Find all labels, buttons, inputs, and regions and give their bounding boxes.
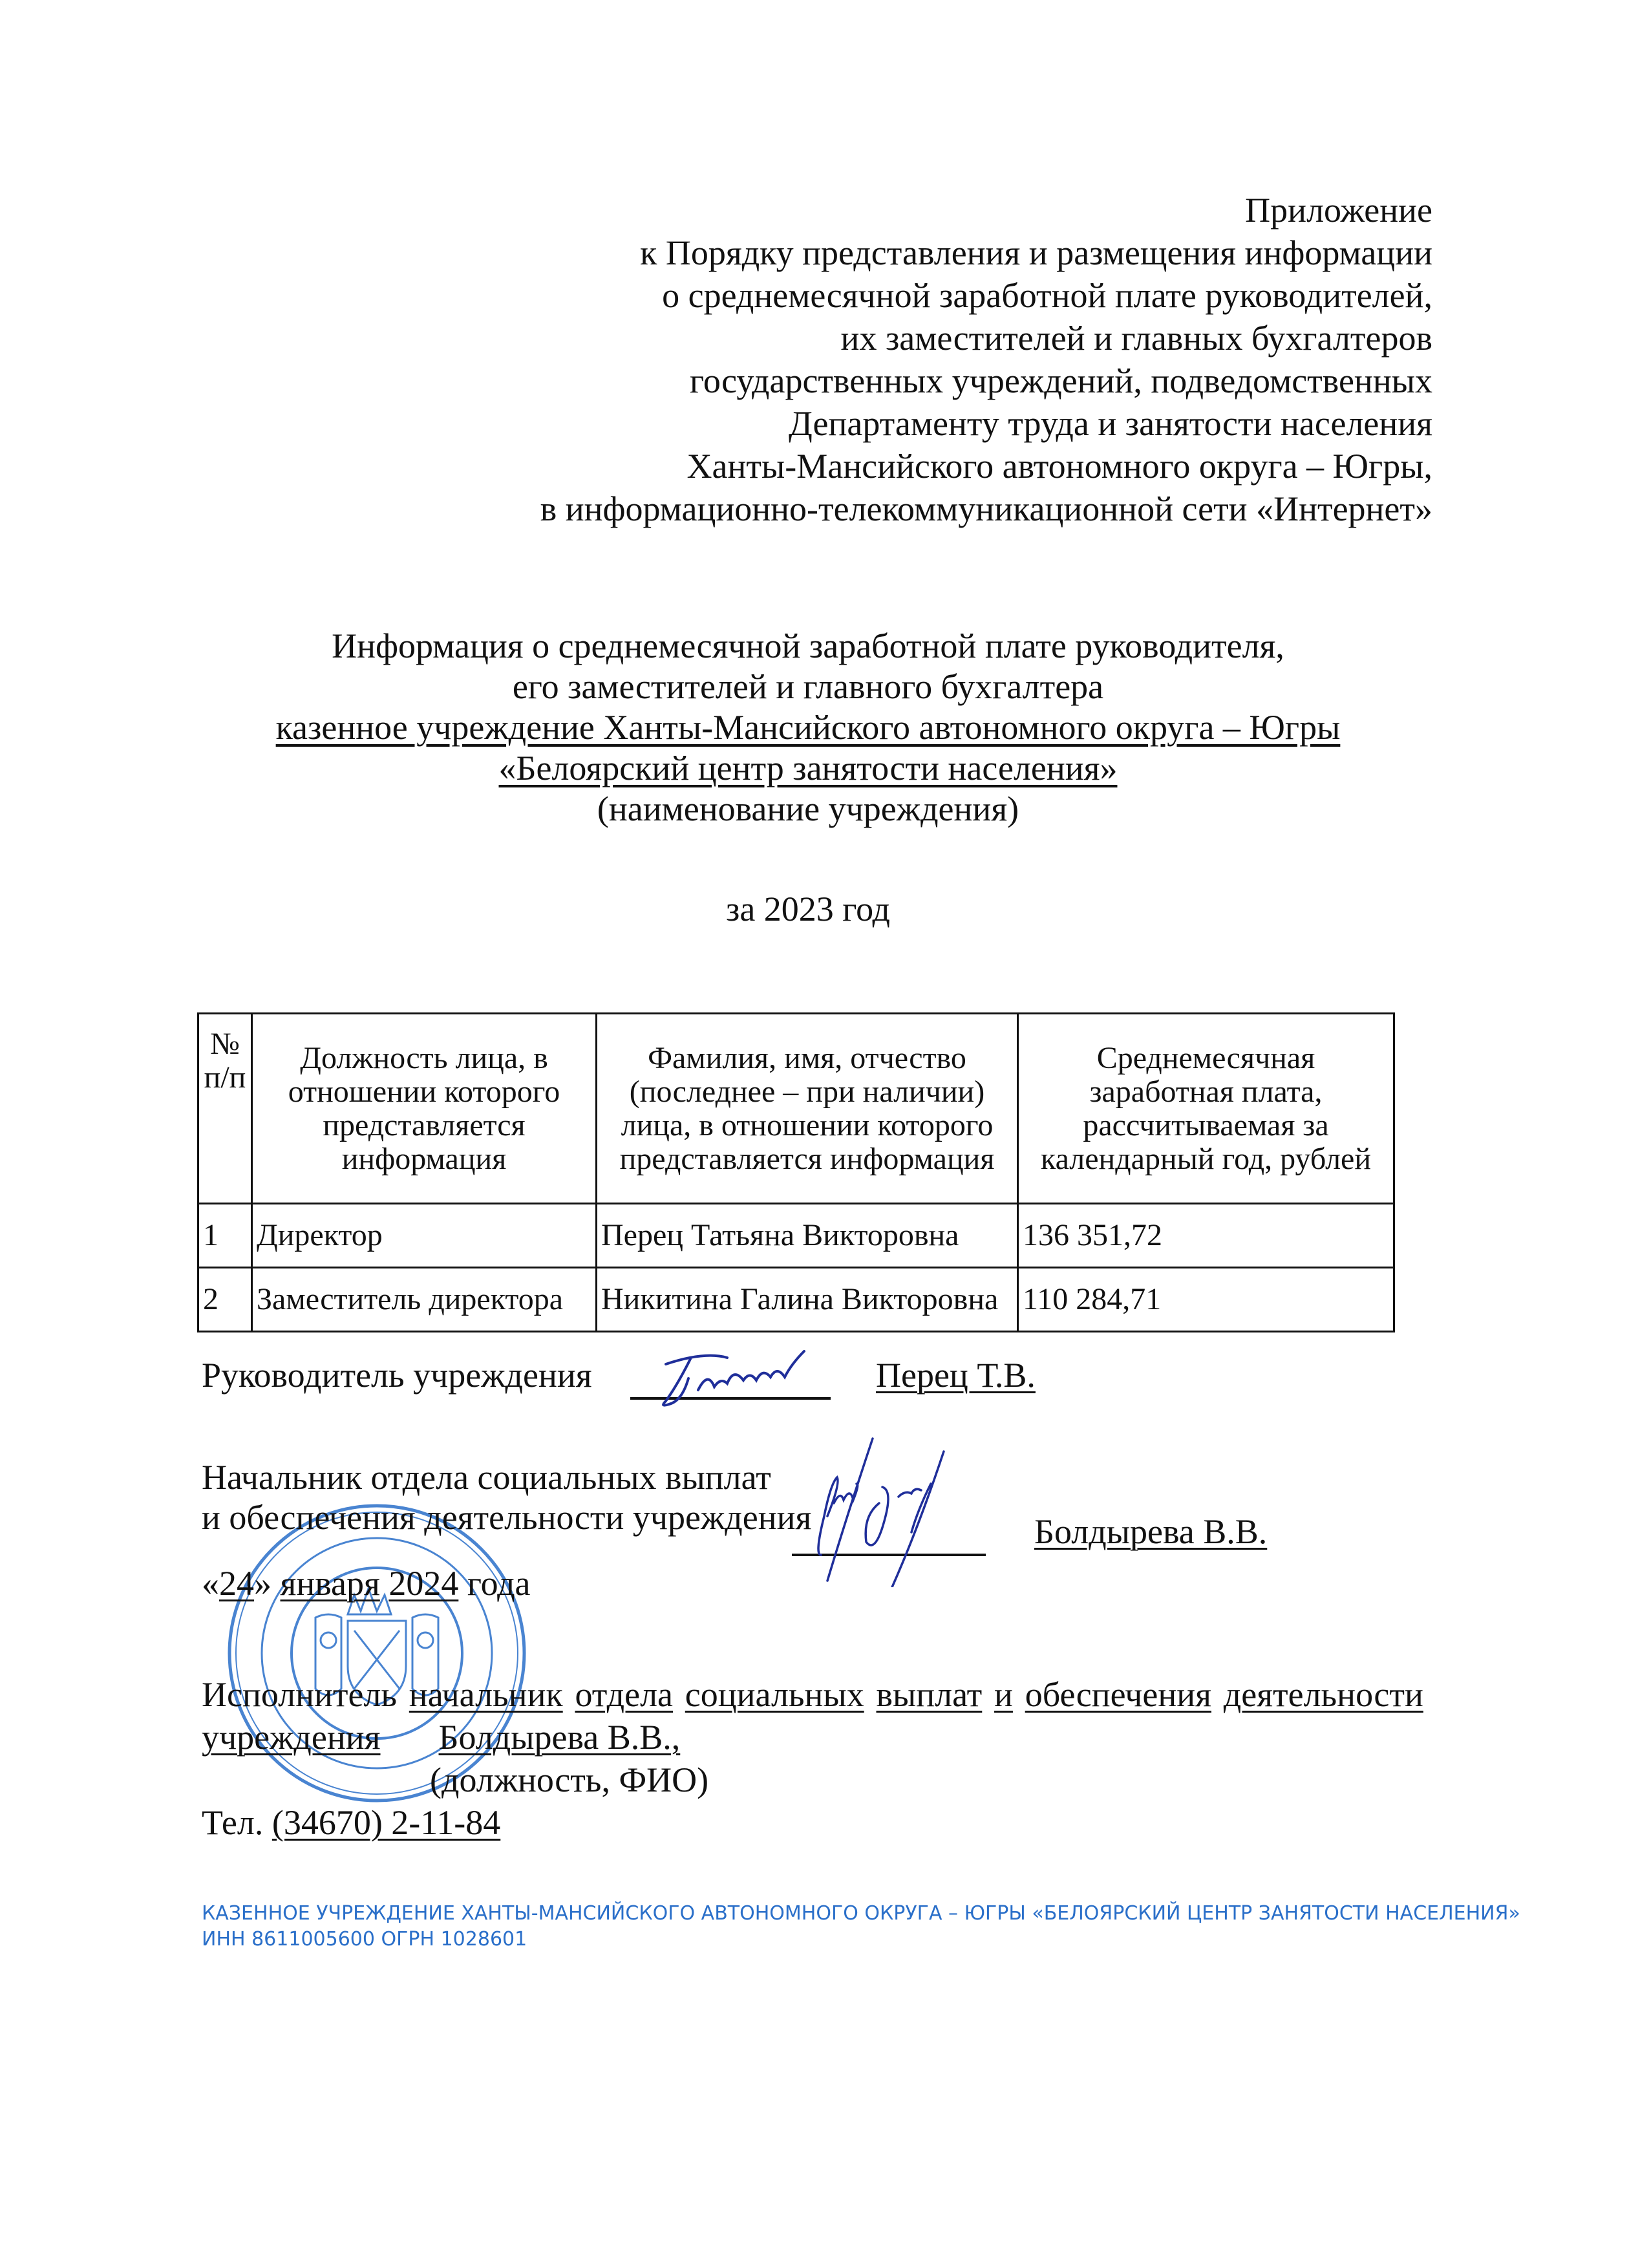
dept-label-line1: Начальник отдела социальных выплат (202, 1458, 771, 1497)
header-text: Должность лица, в (300, 1040, 548, 1075)
executor-word: деятельности (1223, 1675, 1423, 1714)
institution-name-line: казенное учреждение Ханты-Мансийского автономного округа – Югры (275, 708, 1341, 747)
title-line: Информация о среднемесячной заработной плате руководителя, (332, 626, 1284, 665)
report-period: за 2023 год (725, 890, 891, 928)
cell-number: 2 (198, 1268, 252, 1332)
executor-word: обеспечения (1025, 1675, 1212, 1714)
dept-head-name: Болдырева В.В. (1034, 1512, 1268, 1551)
cell-salary: 136 351,72 (1018, 1204, 1394, 1268)
cell-position: Заместитель директора (252, 1268, 597, 1332)
dept-signature (802, 1432, 970, 1587)
title-line: его заместителей и главного бухгалтера (512, 667, 1104, 706)
date-month: января (280, 1564, 380, 1603)
head-signature (653, 1345, 834, 1416)
executor-label: Исполнитель (202, 1675, 398, 1714)
stamp-lettering (202, 1901, 1520, 1952)
executor-caption: (должность, ФИО) (430, 1760, 709, 1799)
header-text: представляется информация (619, 1141, 995, 1176)
header-text: Фамилия, имя, отчество (648, 1040, 966, 1075)
header-full-name (597, 1014, 1018, 1204)
dept-label-line2: и обеспечения деятельности учреждения (202, 1498, 812, 1537)
executor-word: начальник (409, 1675, 563, 1714)
header-number (198, 1014, 252, 1204)
cell-full-name: Перец Татьяна Викторовна (597, 1204, 1018, 1268)
cell-position: Директор (252, 1204, 597, 1268)
date-year: 2024 (388, 1564, 459, 1603)
header-salary (1018, 1014, 1394, 1204)
executor-word: социальных (685, 1675, 864, 1714)
table-row (198, 1204, 1394, 1268)
executor-line (202, 1674, 1423, 1715)
stamp-inner-text: ИНН 8611005600 ОГРН 1028601 (202, 1928, 527, 1951)
document-title-block (194, 626, 1422, 930)
executor-line2 (202, 1717, 680, 1757)
executor-position-end: учреждения (202, 1718, 381, 1757)
date-quote: » (254, 1564, 271, 1603)
header-text: (последнее – при наличии) (629, 1074, 985, 1109)
phone-label: Тел. (202, 1803, 264, 1842)
cell-full-name: Никитина Галина Викторовна (597, 1268, 1018, 1332)
header-text: лица, в отношении которого (621, 1107, 994, 1142)
header-text: № (210, 1027, 240, 1061)
appendix-line: Ханты-Мансийского автономного округа – Югры, (686, 447, 1432, 486)
executor-word: и (994, 1675, 1013, 1714)
phone-number: (34670) 2-11-84 (271, 1803, 501, 1842)
stamp-outer-text: КАЗЕННОЕ УЧРЕЖДЕНИЕ ХАНТЫ-МАНСИЙСКОГО АВТОНОМНОГО ОКРУГА – ЮГРЫ «БЕЛОЯРСКИЙ ЦЕНТР ЗАНЯТОСТИ НАСЕЛЕНИЯ» (202, 1902, 1520, 1925)
header-text: календарный год, рублей (1040, 1141, 1372, 1176)
appendix-line: государственных учреждений, подведомственных (690, 361, 1432, 400)
header-text: заработная плата, (1089, 1074, 1323, 1109)
header-text: отношении которого (288, 1074, 560, 1109)
appendix-line: их заместителей и главных бухгалтеров (840, 319, 1432, 358)
header-text: информация (341, 1141, 507, 1176)
institution-name-line: «Белоярский центр занятости населения» (498, 749, 1118, 787)
executor-name: Болдырева В.В., (438, 1718, 681, 1757)
header-text: представляется (323, 1107, 526, 1142)
appendix-line: о среднемесячной заработной плате руководителей, (662, 276, 1432, 315)
cell-number: 1 (198, 1204, 252, 1268)
head-name: Перец Т.В. (876, 1356, 1036, 1395)
head-label: Руководитель учреждения (202, 1356, 592, 1395)
document-date (202, 1563, 531, 1603)
date-quote: « (202, 1564, 219, 1603)
header-text: п/п (204, 1060, 246, 1095)
appendix-line: к Порядку представления и размещения информации (640, 233, 1432, 272)
appendix-line: Приложение (1245, 191, 1432, 230)
salary-table (197, 1012, 1395, 1332)
date-day: 24 (219, 1564, 254, 1603)
cell-salary: 110 284,71 (1018, 1268, 1394, 1332)
date-suffix: года (467, 1564, 531, 1603)
header-text: рассчитываемая за (1083, 1107, 1329, 1142)
executor-word: выплат (876, 1675, 983, 1714)
appendix-line: Департаменту труда и занятости населения (789, 404, 1432, 443)
table-header-row (198, 1014, 1394, 1204)
institution-caption: (наименование учреждения) (597, 789, 1019, 828)
executor-word: отдела (575, 1675, 674, 1714)
header-position (252, 1014, 597, 1204)
table-row (198, 1268, 1394, 1332)
header-text: Среднемесячная (1096, 1040, 1315, 1075)
appendix-line: в информационно-телекоммуникационной сети «Интернет» (540, 489, 1432, 528)
executor-phone-row (202, 1803, 500, 1843)
appendix-header (540, 189, 1432, 530)
